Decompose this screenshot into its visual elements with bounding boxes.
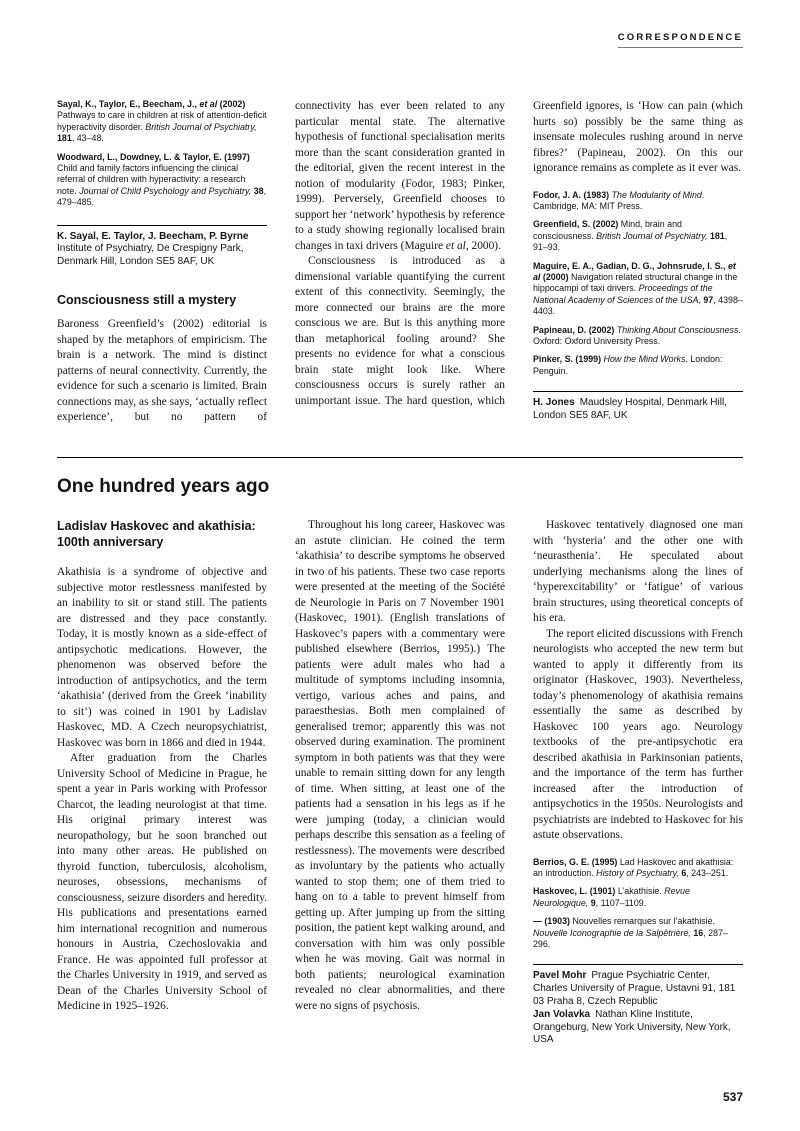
reference-item: Sayal, K., Taylor, E., Beecham, J., et al (2002) Pathways to care in children at risk of attention-deficit hyperactivity disorder. British Journal of Psychiatry, 181, 43–48.	[57, 99, 267, 144]
body-paragraph: The report elicited discussions with French neurologists who accepted the new term but wanted to apply it differently from its originator (Haskovec, 1903). Nevertheless, today’s phenomenology of akathisia remains essentially the same as described by Haskovec 100 years ago. Neurology textbooks of the pre-antipsychotic era described akathisia in Parkinsonian patients, and the importance of the term has further increased after the introduction of antipsychotics in the 1950s. Neurologists and psychiatrists are indebted to Haskovec for his astute observations.	[533, 627, 743, 841]
signature-line: H. Jones Maudsley Hospital, Denmark Hill, London SE5 8AF, UK	[533, 397, 727, 421]
column-middle	[295, 99, 505, 409]
signature-authors: K. Sayal, E. Taylor, J. Beecham, P. Byrne	[57, 230, 249, 242]
reference-item: Haskovec, L. (1901) L’akathisie. Revue Neurologique, 9, 1107–1109.	[533, 886, 690, 908]
century-section	[57, 518, 743, 1047]
page-number: 537	[722, 1090, 743, 1104]
signature-line: Jan Volavka Nathan Kline Institute, Orangeburg, New York University, New York, USA	[533, 1008, 731, 1046]
reference-item: Woodward, L., Dowdney, L. & Taylor, E. (1997) Child and family factors influencing the clinical referral of children with hyperactivity: a research note. Journal of Child Psychology and Psychiatry, 38, 479–485.	[57, 151, 267, 208]
page-content	[57, 0, 743, 1131]
signature-line: Pavel Mohr Prague Psychiatric Center, Charles University of Prague, Ustavni 91, 181 03 Praha 8, Czech Republic	[533, 970, 736, 1007]
body-paragraph: Greenfield ignores, is ‘How can pain (which hurts so) possibly be the same thing as insensate molecules rushing around in nerve fibres?’ (Papineau, 2002). On this our ignorance remains as complete as it ever was.	[533, 100, 743, 174]
reference-item: Berrios, G. E. (1995) Lad Haskovec and akathisia: an introduction. History of Psychiatry, 6, 243–251.	[533, 856, 734, 878]
column-right	[533, 99, 743, 423]
section-title: One hundred years ago	[57, 476, 270, 497]
reference-item: Maguire, E. A., Gadian, D. G., Johnsrude, I. S., et al (2000) Navigation related structural change in the hippocampi of taxi drivers. Proceedings of the National Academy of Sciences of the USA, 97, 4398–4403.	[533, 260, 743, 317]
column-middle	[295, 518, 505, 1014]
body-paragraph: Akathisia is a syndrome of objective and subjective motor restlessness manifested by an inability to sit or stand still. The patients are distressed and they pace constantly. Today, it is mostly known as a side-effect of antipsychotic medications. However, the phenomenon was observed before the introduction of antipsychotics, and the term ‘akathisia’ (derived from the Greek ‘inability to sit’) was coined in 1901 by Ladislav Haskovec, MD. A Czech neuropsychiatrist, Haskovec was born in 1866 and died in 1944.	[57, 566, 267, 749]
body-paragraph: Consciousness is introduced as a dimensional variable quantifying the current extent of this connectivity. Seemingly, the more connected our brains are the more conscious we are. But is this anything more than metaphorical fooling around? She presents no evidence for what a conscious brain state might look like. Where consciousness occurs is surely rather an unimportant issue. The hard question, which	[295, 255, 505, 407]
body-paragraph: After graduation from the Charles University School of Medicine in Prague, he spent a year in Paris working with Professor Charcot, the leading neurologist at that time. His original primary interest was neuropathology, but he soon branched out into many other areas. He published on thyroid function, tuberculosis, alcoholism, neuroses, obsessions, mechanisms of consciousness, seizure disorders and heredity. His publications and presentations earned him international recognition and numerous honours in Austria, Czechoslovakia and France. He was appointed full professor at the Charles University in 1919, and served as Dean of the Charles University School of Medicine in 1925–1926.	[57, 752, 267, 1012]
running-head: CORRESPONDENCE	[618, 32, 743, 48]
body-paragraph: Haskovec tentatively diagnosed one man with ‘hysteria’ and the other one with ‘neurasthenia’. He speculated about underlying mechanisms along the lines of ‘hyperexcitability’ or ‘fatigue’ of various brain structures, using theoretical concepts of his era.	[533, 519, 743, 624]
section-divider	[57, 457, 743, 458]
body-paragraph: Baroness Greenfield’s (2002) editorial is shaped by the metaphors of empiricism. The brain is a network. The mind is distinct patterns of neural connectivity. Currently, the evidence for such a scenario is limited. Brain connections may, as she says, ‘actually reflect experience’, but no pattern of	[57, 318, 267, 424]
reference-item: Greenfield, S. (2002) Mind, brain and consciousness. British Journal of Psychiatry, 181, 91–93.	[533, 219, 728, 253]
column-left	[57, 518, 267, 1015]
letter-title: Consciousness still a mystery	[57, 293, 237, 308]
body-paragraph: Throughout his long career, Haskovec was an astute clinician. He coined the term ‘akathisia’ to describe symptoms he observed in two of his patients. These two case reports were presented at the meeting of the Société de Neurologie in Paris on 7 November 1901 (Haskovec, 1901). (English translations of Haskovec’s papers with a commentary were published elsewhere (Berrios, 1995).) The patients were adult males who had a multitude of symptoms including insomnia, vertigo, various aches and pains, and paraesthesias. Both men complained of generalised tremor; apparently this was not observed during examination. The prominent symptom in both patients was that they were unable to remain sitting down for any length of time. When sitting, at least one of the patients had a sensation in his legs as if he were jumping (today, a clinician would perhaps describe this sensation as a feeling of restlessness). The movements were described as involuntary by the patients who actually wanted to stop them; one of them tried to hang on to a table to prevent himself from getting up. After jumping up from the sitting position, the patient kept walking around, and conversation with him was only possible when he was moving. Gait was normal in both patients; neurological examination revealed no clear abnormalities, and there were no signs of psychosis.	[295, 519, 505, 1012]
signature-block	[533, 391, 743, 423]
signature-block	[57, 225, 267, 269]
body-paragraph: connectivity has ever been related to any particular mental state. The alternative hypothesis of functional specialisation merits more than the scant consideration granted in the editorial, given the recent interest in the notion of modularity (Fodor, 1983; Pinker, 1999). Perversely, Greenfield chooses to support her ‘network’ hypothesis by reference to a study showing regionally localised brain changes in taxi drivers (Maguire et al, 2000).	[295, 100, 505, 252]
reference-item: Pinker, S. (1999) How the Mind Works. London: Penguin.	[533, 354, 723, 376]
signature-address: Institute of Psychiatry, De Crespigny Park, Denmark Hill, London SE5 8AF, UK	[57, 243, 244, 268]
article-title: Ladislav Haskovec and akathisia: 100th anniversary	[57, 519, 256, 549]
reference-list	[533, 190, 743, 378]
reference-item: Fodor, J. A. (1983) The Modularity of Mind. Cambridge, MA: MIT Press.	[533, 189, 705, 211]
reference-item: — (1903) Nouvelles remarques sur l’akathisie. Nouvelle Iconographie de la Salpêtrière, 16, 287–296.	[533, 916, 728, 949]
signature-block	[533, 964, 743, 1047]
column-left	[57, 99, 267, 426]
column-right	[533, 518, 743, 1047]
reference-item: Papineau, D. (2002) Thinking About Consciousness. Oxford: Oxford University Press.	[533, 324, 741, 346]
correspondence-section	[57, 99, 743, 426]
reference-list	[533, 857, 743, 951]
